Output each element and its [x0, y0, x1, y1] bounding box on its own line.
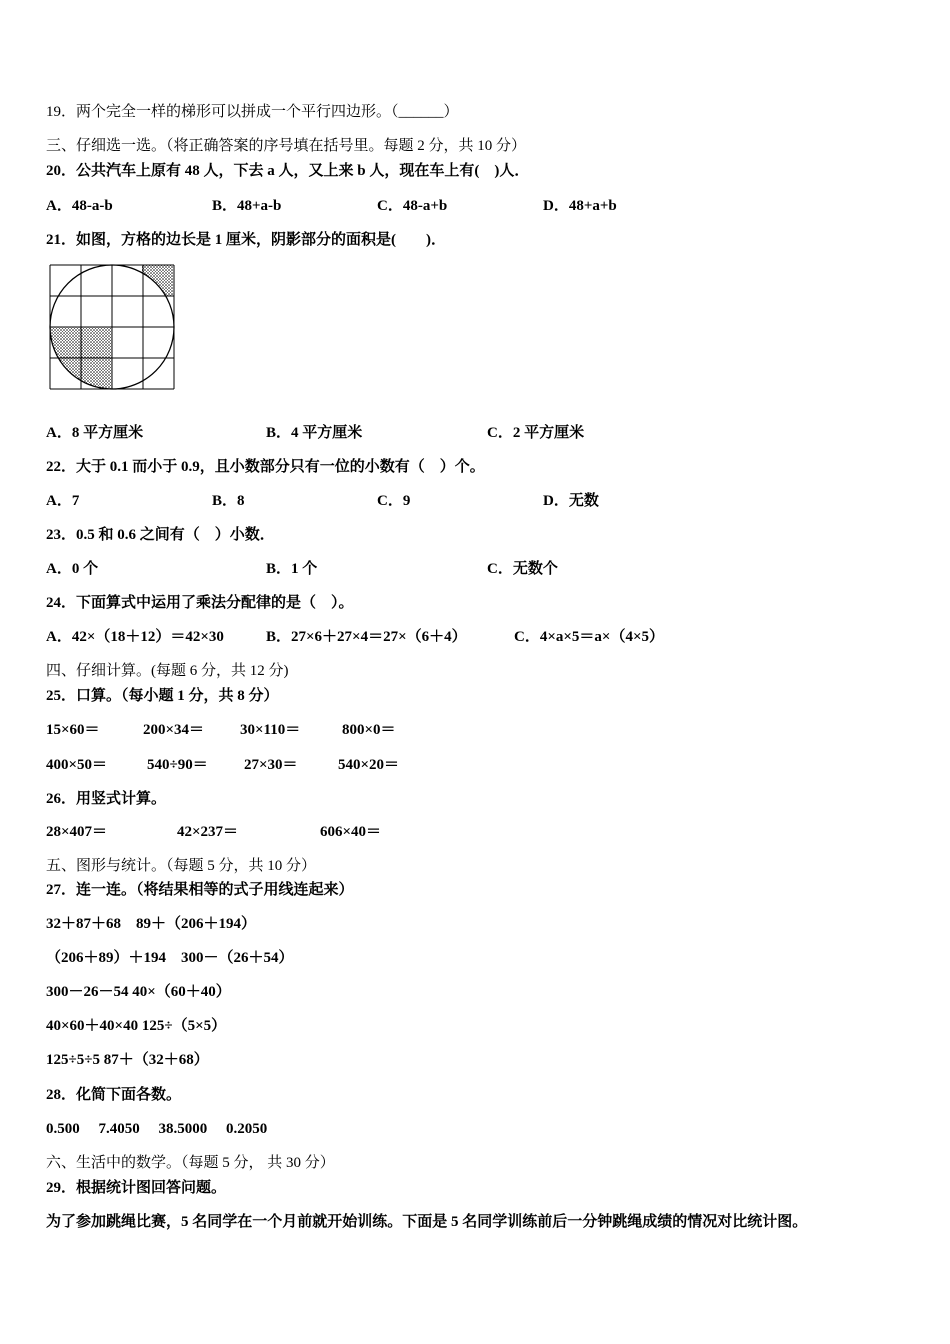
q25-item: 540÷90＝ — [147, 757, 208, 773]
section-4-heading: 四、仔细计算。(每题 6 分，共 12 分) — [46, 663, 289, 679]
q29-text: 为了参加跳绳比赛，5 名同学在一个月前就开始训练。下面是 5 名同学训练前后一分钟跳绳成绩的情况对比统计图。 — [46, 1214, 808, 1230]
q24-option-b: B．27×6＋27×4＝27×（6＋4） — [266, 629, 467, 645]
q22-option-b: B．8 — [212, 493, 245, 509]
question-25-stem: 25．口算。（每小题 1 分，共 8 分） — [46, 688, 279, 704]
grid-circle-figure — [48, 263, 176, 391]
q27-row: （206＋89）＋194 300－（26＋54） — [46, 950, 294, 966]
q25-item: 800×0＝ — [342, 722, 396, 738]
section-3-heading: 三、仔细选一选。（将正确答案的序号填在括号里。每题 2 分，共 10 分） — [46, 138, 527, 154]
q20-option-c: C．48-a+b — [377, 198, 448, 214]
q27-row: 300－26－54 40×（60＋40） — [46, 984, 231, 1000]
q26-item: 606×40＝ — [320, 824, 382, 840]
q25-item: 27×30＝ — [244, 757, 298, 773]
q26-item: 28×407＝ — [46, 824, 108, 840]
q21-option-a: A．8 平方厘米 — [46, 425, 144, 441]
q21-option-b: B．4 平方厘米 — [266, 425, 363, 441]
q25-item: 30×110＝ — [240, 722, 301, 738]
question-27-stem: 27．连一连。（将结果相等的式子用线连起来） — [46, 882, 354, 898]
q24-option-a: A．42×（18＋12）＝42×30 — [46, 629, 224, 645]
q21-option-c: C．2 平方厘米 — [487, 425, 585, 441]
q27-row: 32＋87＋68 89＋（206＋194） — [46, 916, 257, 932]
q22-option-c: C．9 — [377, 493, 411, 509]
section-6-heading: 六、生活中的数学。（每题 5 分， 共 30 分） — [46, 1155, 335, 1171]
q25-item: 540×20＝ — [338, 757, 400, 773]
q23-option-b: B．1 个 — [266, 561, 318, 577]
q27-row: 125÷5÷5 87＋（32＋68） — [46, 1052, 209, 1068]
q20-option-b: B．48+a-b — [212, 198, 282, 214]
q23-option-c: C．无数个 — [487, 561, 558, 577]
q22-option-d: D．无数 — [543, 493, 599, 509]
q20-option-a: A．48-a-b — [46, 198, 113, 214]
section-5-heading: 五、图形与统计。（每题 5 分，共 10 分） — [46, 858, 317, 874]
q28-values: 0.500 7.4050 38.5000 0.2050 — [46, 1121, 268, 1137]
question-21-stem: 21．如图，方格的边长是 1 厘米，阴影部分的面积是( )． — [46, 232, 446, 248]
question-24-stem: 24．下面算式中运用了乘法分配律的是（ ）。 — [46, 595, 354, 611]
q25-item: 15×60＝ — [46, 722, 100, 738]
question-22-stem: 22．大于 0.1 而小于 0.9，且小数部分只有一位的小数有（ ）个。 — [46, 459, 485, 475]
q20-option-d: D．48+a+b — [543, 198, 617, 214]
question-29-stem: 29．根据统计图回答问题。 — [46, 1180, 227, 1196]
q25-item: 400×50＝ — [46, 757, 108, 773]
q25-item: 200×34＝ — [143, 722, 205, 738]
question-20-stem: 20．公共汽车上原有 48 人，下去 a 人，又上来 b 人，现在车上有( )人． — [46, 163, 530, 179]
question-19: 19．两个完全一样的梯形可以拼成一个平行四边形。（______） — [46, 104, 459, 120]
q27-row: 40×60＋40×40 125÷（5×5） — [46, 1018, 227, 1034]
question-26-stem: 26．用竖式计算。 — [46, 791, 167, 807]
question-23-stem: 23．0.5 和 0.6 之间有（ ）小数． — [46, 527, 275, 543]
q26-item: 42×237＝ — [177, 824, 239, 840]
question-28-stem: 28．化简下面各数。 — [46, 1087, 182, 1103]
q24-option-c: C．4×a×5＝a×（4×5） — [514, 629, 665, 645]
q22-option-a: A．7 — [46, 493, 80, 509]
q23-option-a: A．0 个 — [46, 561, 99, 577]
